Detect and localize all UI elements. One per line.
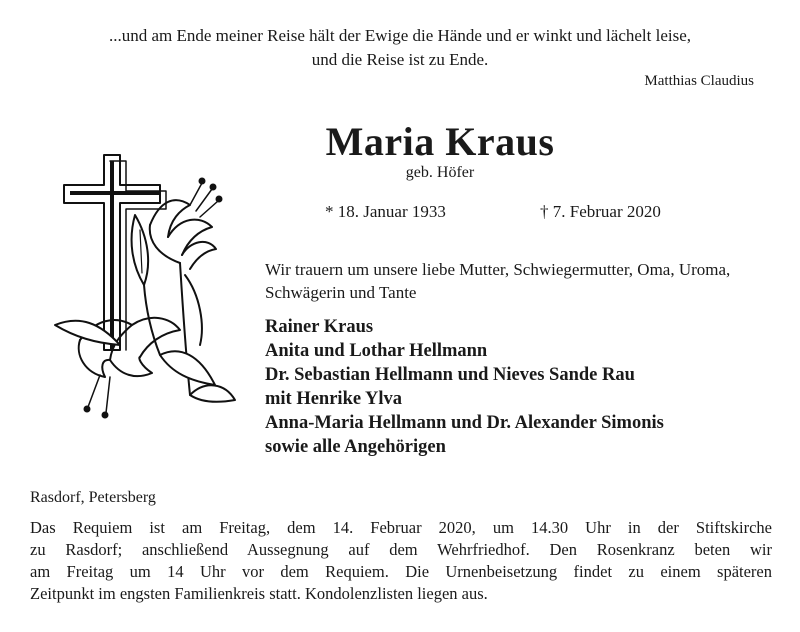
quote-line-2: und die Reise ist zu Ende.: [311, 50, 489, 69]
death-date: † 7. Februar 2020: [540, 202, 661, 221]
quote-author: Matthias Claudius: [644, 73, 754, 89]
family-member: sowie alle Angehörigen: [265, 437, 446, 457]
birth-date: * 18. Januar 1933: [325, 202, 446, 221]
family-member: Rainer Kraus: [265, 317, 374, 337]
notice-line: Das Requiem ist am Freitag, dem 14. Februar 2020, um 14.30 Uhr in der Stiftskirche: [30, 518, 772, 537]
maiden-name: geb. Höfer: [405, 164, 475, 181]
place: Rasdorf, Petersberg: [30, 489, 156, 506]
quote-line-1: ...und am Ende meiner Reise hält der Ewige die Hände und er winkt und lächelt leise,: [108, 26, 692, 45]
deceased-name: Maria Kraus: [325, 119, 555, 164]
family-member: Anna-Maria Hellmann und Dr. Alexander Simonis: [265, 413, 664, 433]
family-member: mit Henrike Ylva: [265, 389, 403, 409]
family-member: Dr. Sebastian Hellmann und Nieves Sande Rau: [265, 365, 635, 385]
notice-line: Zeitpunkt im engsten Familienkreis statt. Kondolenzlisten liegen aus.: [30, 584, 488, 603]
family-list: [265, 315, 785, 459]
mourning-text: Wir trauern um unsere liebe Mutter, Schwiegermutter, Oma, Uroma, Schwägerin und Tante: [265, 260, 731, 302]
funeral-notice: [30, 517, 772, 605]
cross-with-lilies-icon: [40, 145, 255, 420]
family-member: Anita und Lothar Hellmann: [265, 341, 488, 361]
notice-line: am Freitag um 14 Uhr vor dem Requiem. Die Urnenbeisetzung findet zu einem späteren: [30, 562, 772, 581]
notice-line: zu Rasdorf; anschließend Aussegnung auf dem Wehrfriedhof. Den Rosenkranz beten wir: [30, 540, 772, 559]
